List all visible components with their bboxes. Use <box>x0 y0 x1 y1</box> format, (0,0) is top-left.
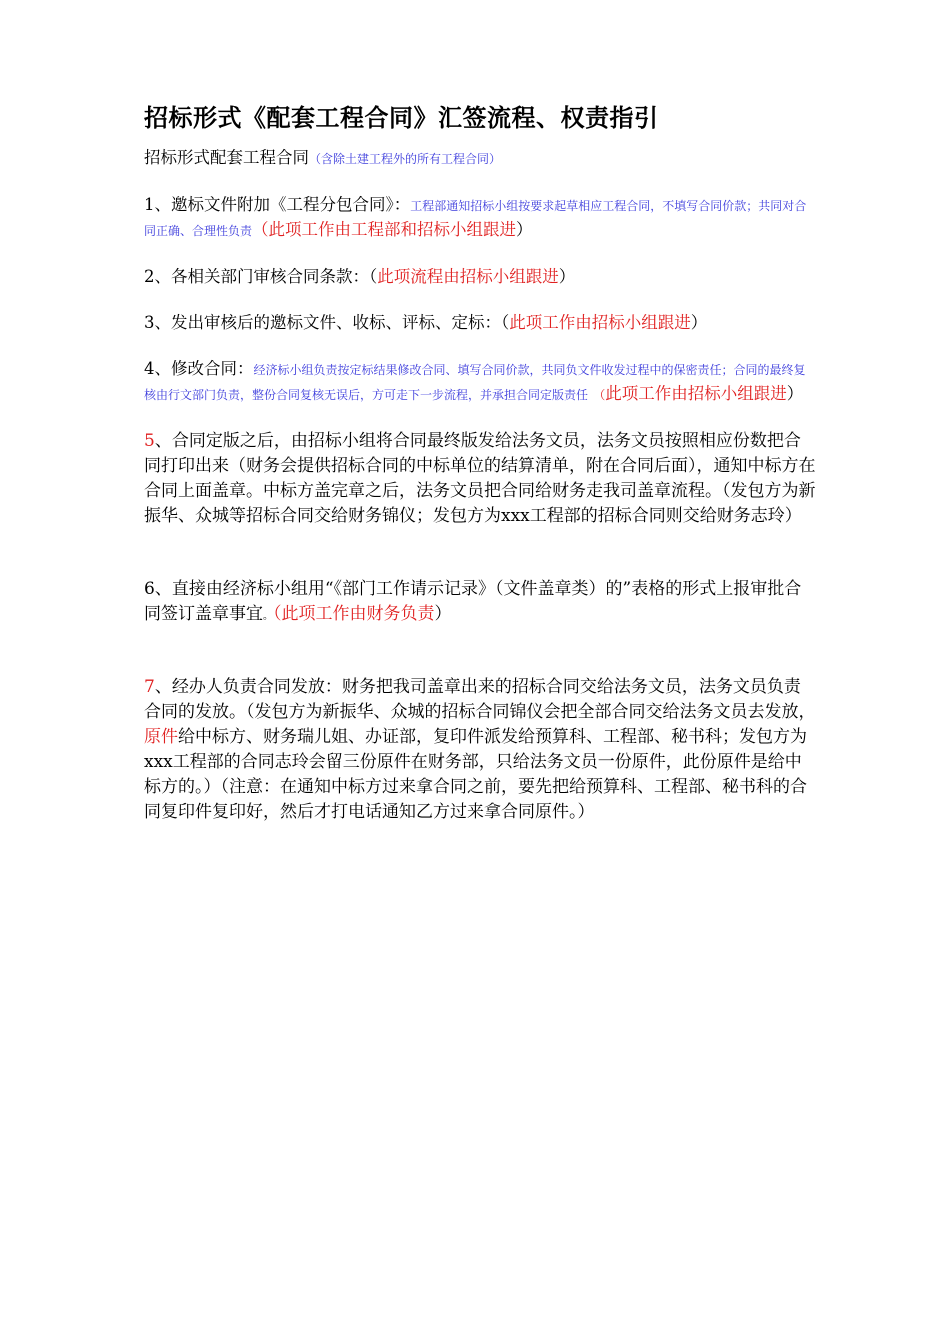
item-1-responsible: （此项工作由工程部和招标小组跟进 <box>252 220 517 239</box>
item-7-text-a: 、经办人负责合同发放：财务把我司盖章出来的招标合同交给法务文员，法务文员负责合同的发放。（发包方为新振华、众城的招标合同锦仪会把全部合同交给法务文员去发放， <box>144 677 816 722</box>
item-6-tail: ） <box>434 604 452 624</box>
item-6-text: 6、直接由经济标小组用“《部门工作请示记录》（文件盖章类）的”表格的形式上报审批合同签订盖章事宜 <box>144 579 802 624</box>
item-5 <box>144 429 816 529</box>
item-7-original-highlight: 原件 <box>144 727 178 747</box>
item-5-text: 、合同定版之后，由招标小组将合同最终版发给法务文员，法务文员按照相应份数把合同打印出来（财务会提供招标合同的中标单位的结算清单，附在合同后面），通知中标方在合同上面盖章。中标方盖完章之后，法务文员把合同给财务走我司盖章流程。（发包方为新振华、众城等招标合同交给财务锦仪；发包方为xxx工程部的招标合同则交给财务志玲） <box>144 431 816 526</box>
item-3-text: 3、发出审核后的邀标文件、收标、评标、定标：（ <box>144 313 510 332</box>
subtitle-note: （含除土建工程外的所有工程合同） <box>309 152 502 166</box>
item-4-note: 经济标小组负责按定标结果修改合同、填写合同价款，共同负文件收发过程中的保密责任；合同的最终复核由行文部门负责，整份合同复核无误后，方可走下一步流程，并承担合同定版责任 <box>144 363 806 402</box>
item-3-tail: ） <box>690 313 708 332</box>
item-6-responsible: （此项工作由财务负责 <box>273 604 435 624</box>
item-4-responsible: 此项工作由招标小组跟进 <box>605 384 787 403</box>
item-2-text: 2、各相关部门审核合同条款：（ <box>144 267 378 286</box>
item-1-text: 1、邀标文件附加《工程分包合同》： <box>144 195 411 214</box>
item-3 <box>144 311 816 335</box>
document-subtitle <box>144 146 816 171</box>
item-7 <box>144 675 816 825</box>
item-3-responsible: 此项工作由招标小组跟进 <box>509 313 691 332</box>
item-6-dot: 。 <box>263 611 273 622</box>
item-6 <box>144 577 816 629</box>
subtitle-main: 招标形式配套工程合同 <box>144 148 309 167</box>
item-1-note: 工程部通知招标小组按要求起草相应工程合同，不填写合同价款；共同对合同正确、合理性负责 <box>144 199 807 238</box>
item-4-tail: ） <box>786 384 804 403</box>
item-4-open: （ <box>593 388 606 402</box>
item-7-text-b: 给中标方、财务瑞儿姐、办证部，复印件派发给预算科、工程部、秘书科；发包方为xxx工程部的合同志玲会留三份原件在财务部，只给法务文员一份原件，此份原件是给中标方的。）（注意：在通知中标方过来拿合同之前，要先把给预算科、工程部、秘书科的合同复印件复印好，然后才打电话通知乙方过来拿合同原件。） <box>144 727 807 822</box>
item-1 <box>144 193 816 243</box>
item-5-number: 5 <box>144 431 155 451</box>
item-4 <box>144 357 816 407</box>
item-2-responsible: 此项流程由招标小组跟进 <box>377 267 559 286</box>
item-1-tail: ） <box>516 220 533 239</box>
item-4-text: 4、修改合同： <box>144 359 254 378</box>
document-title: 招标形式《配套工程合同》汇签流程、权责指引 <box>144 104 659 132</box>
item-2 <box>144 265 816 289</box>
item-2-tail: ） <box>558 267 576 286</box>
document-page <box>144 100 816 825</box>
item-7-number: 7 <box>144 677 155 697</box>
